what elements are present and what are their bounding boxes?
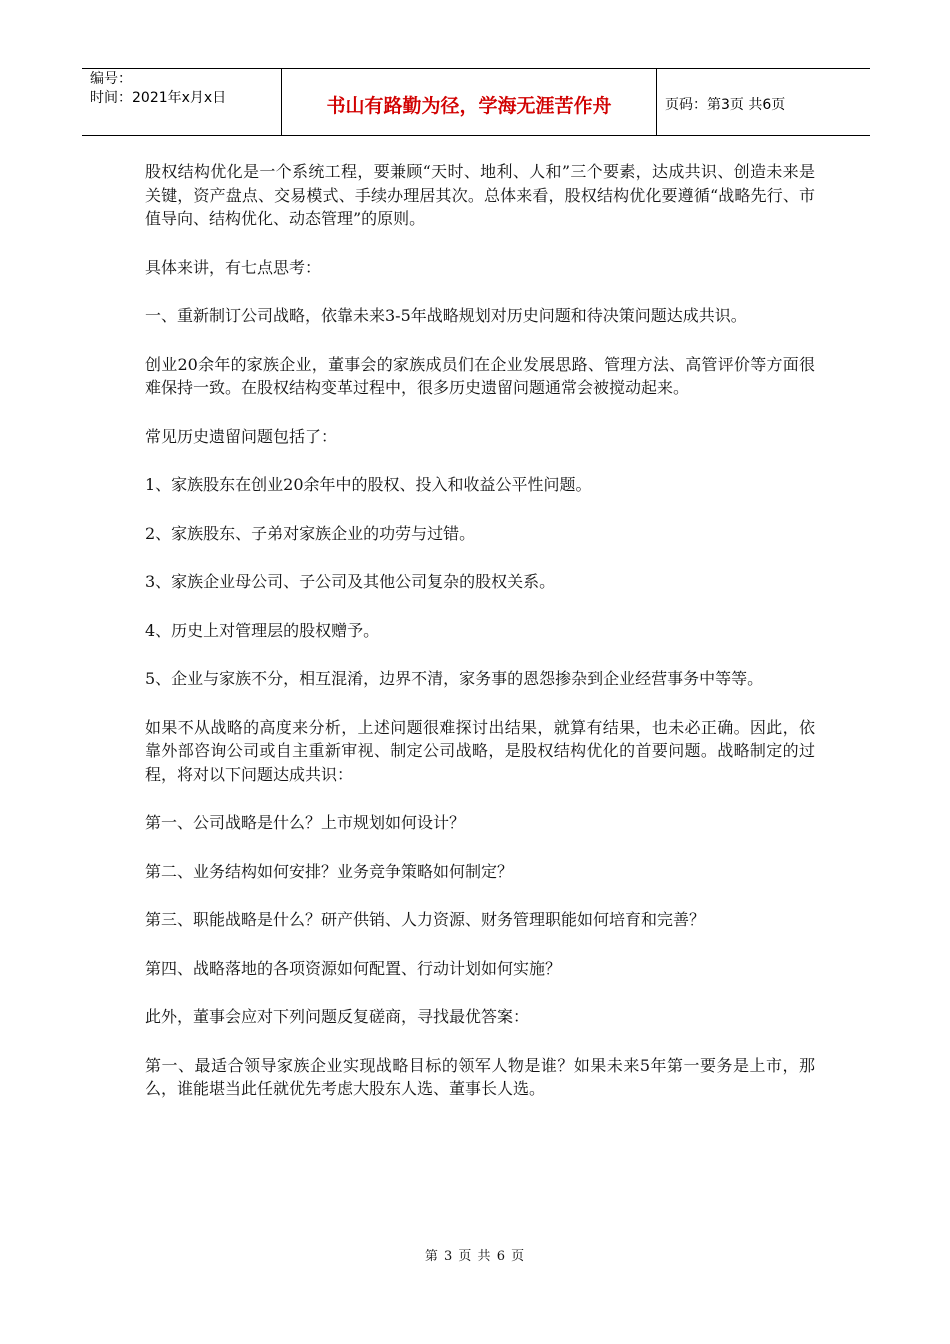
paragraph-strategy-analysis: 如果不从战略的高度来分析，上述问题很难探讨出结果，就算有结果，也未必正确。因此，依靠外部咨询公司或自主重新审视、制定公司战略，是股权结构优化的首要问题。战略制定的过程，将对以下问题达成共识： [145, 717, 815, 784]
header-page-number: 页码：第3页 共6页 [665, 97, 786, 113]
list-item-board-question-1: 第一、最适合领导家族企业实现战略目标的领军人物是谁？如果未来5年第一要务是上市，那么，谁能堪当此任就优先考虑大股东人选、董事长人选。 [145, 1055, 815, 1098]
list-item-issue-4: 4、历史上对管理层的股权赠予。 [145, 620, 380, 640]
list-item-issue-3: 3、家族企业母公司、子公司及其他公司复杂的股权关系。 [145, 572, 556, 591]
header-motto: 书山有路勤为径，学海无涯苦作舟 [282, 69, 657, 135]
paragraph-family-business: 创业20余年的家族企业，董事会的家族成员们在企业发展思路、管理方法、高管评价等方面很难保持一致。在股权结构变革过程中，很多历史遗留问题通常会被搅动起来。 [145, 354, 815, 397]
paragraph-point-one: 一、重新制订公司战略，依靠未来3-5年战略规划对历史问题和待决策问题达成共识。 [145, 306, 747, 325]
paragraph-seven-points: 具体来讲，有七点思考： [145, 257, 322, 277]
document-body [145, 160, 815, 1126]
list-item-consensus-3: 第三、职能战略是什么？研产供销、人力资源、财务管理职能如何培育和完善？ [145, 910, 706, 929]
list-item-issue-5: 5、企业与家族不分，相互混淆，边界不清，家务事的恩怨掺杂到企业经营事务中等等。 [145, 669, 764, 688]
list-item-issue-2: 2、家族股东、子弟对家族企业的功劳与过错。 [145, 523, 476, 543]
header-meta [82, 69, 282, 135]
paragraph-intro: 股权结构优化是一个系统工程，要兼顾“天时、地利、人和”三个要素，达成共识、创造未来是关键，资产盘点、交易模式、手续办理居其次。总体来看，股权结构优化要遵循“战略先行、市值导向、结构优化、动态管理”的原则。 [145, 162, 815, 228]
document-time-label: 时间：2021年x月x日 [90, 90, 227, 106]
paragraph-common-issues: 常见历史遗留问题包括了： [145, 426, 338, 446]
list-item-consensus-4: 第四、战略落地的各项资源如何配置、行动计划如何实施？ [145, 958, 562, 978]
page-header [82, 68, 870, 136]
list-item-consensus-2: 第二、业务结构如何安排？业务竞争策略如何制定？ [145, 861, 514, 881]
list-item-consensus-1: 第一、公司战略是什么？上市规划如何设计？ [145, 813, 466, 832]
paragraph-board-questions: 此外，董事会应对下列问题反复磋商，寻找最优答案： [145, 1007, 530, 1026]
page-footer: 第 3 页 共 6 页 [424, 1249, 526, 1264]
list-item-issue-1: 1、家族股东在创业20余年中的股权、投入和收益公平性问题。 [145, 475, 592, 494]
document-number-label: 编号： [90, 71, 132, 87]
